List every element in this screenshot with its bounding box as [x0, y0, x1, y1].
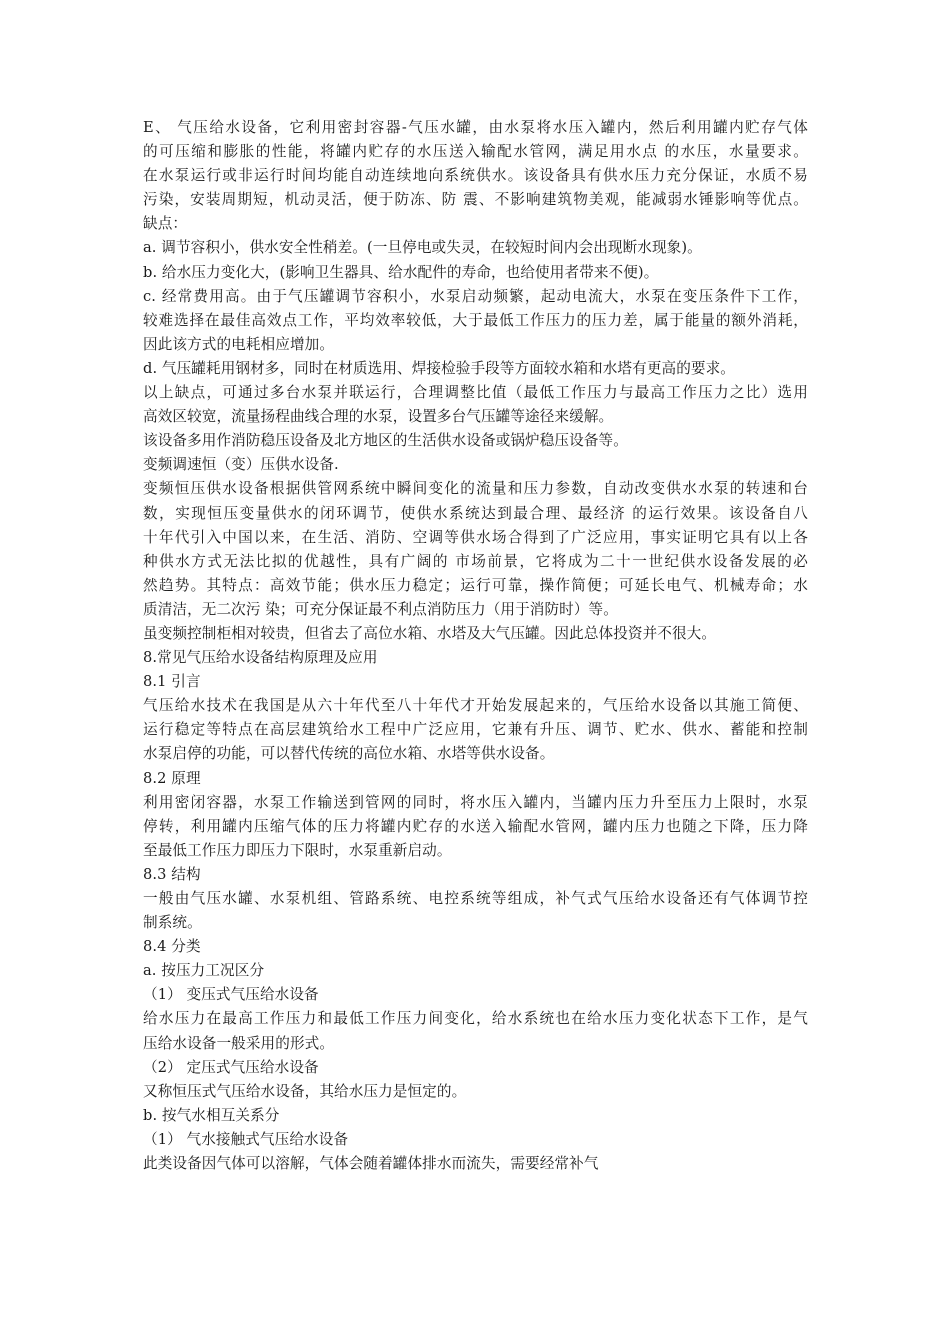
text-line: 质清洁，无二次污 染；可充分保证最不利点消防压力（用于消防时）等。 [143, 600, 618, 618]
text-line: 8.2 原理 [143, 769, 201, 787]
text-line: （1） 气水接触式气压给水设备 [143, 1130, 349, 1148]
text-line: 在水泵运行或非运行时间均能自动连续地向系统供水。该设备具有供水压力充分保证，水质不易 [143, 167, 808, 185]
document-page [143, 116, 808, 1176]
text-line: b. 按气水相互关系分 [143, 1106, 280, 1124]
text-line: 数，实现恒压变量供水的闭环调节，使供水系统达到最合理、最经济 的运行效果。该设备自八 [143, 504, 808, 522]
text-line: 给水压力在最高工作压力和最低工作压力间变化，给水系统也在给水压力变化状态下工作，是气 [143, 1010, 808, 1028]
text-line: 然趋势。其特点：高效节能；供水压力稳定；运行可靠，操作简便；可延长电气、机械寿命；水 [143, 576, 808, 594]
text-line: 气压给水技术在我国是从六十年代至八十年代才开始发展起来的，气压给水设备以其施工简便、 [143, 697, 808, 715]
text-line: 污染，安装周期短，机动灵活，便于防冻、防 震、不影响建筑物美观，能减弱水锤影响等优点。 [143, 191, 808, 209]
text-line: 8.1 引言 [143, 673, 201, 691]
text-line: 制系统。 [143, 914, 202, 932]
text-line: 此类设备因气体可以溶解，气体会随着罐体排水而流失，需要经常补气 [143, 1155, 599, 1173]
text-line: 因此该方式的电耗相应增加。 [143, 335, 335, 353]
text-line: a. 调节容积小，供水安全性稍差。(一旦停电或失灵，在较短时间内会出现断水现象)。 [143, 239, 702, 257]
text-line: 高效区较宽，流量扬程曲线合理的水泵，设置多台气压罐等途径来缓解。 [143, 408, 614, 426]
text-line: 虽变频控制柜相对较贵，但省去了高位水箱、水塔及大气压罐。因此总体投资并不很大。 [143, 624, 717, 642]
text-line: 停转，利用罐内压缩气体的压力将罐内贮存的水送入输配水管网，罐内压力也随之下降，压力降 [143, 817, 808, 835]
text-line: 8.3 结构 [143, 865, 201, 883]
text-line: d. 气压罐耗用钢材多，同时在材质选用、焊接检验手段等方面较水箱和水塔有更高的要求。 [143, 359, 735, 377]
text-line: 利用密闭容器，水泵工作输送到管网的同时，将水压入罐内，当罐内压力升至压力上限时，水泵 [143, 793, 808, 811]
text-line: 至最低工作压力即压力下限时，水泵重新启动。 [143, 841, 452, 859]
text-line: E、 气压给水设备，它利用密封容器-气压水罐，由水泵将水压入罐内，然后利用罐内贮存气体 [143, 119, 808, 136]
text-line: 运行稳定等特点在高层建筑给水工程中广泛应用，它兼有升压、调节、贮水、供水、蓄能和控制 [143, 721, 808, 739]
text-line: 十年代引入中国以来，在生活、消防、空调等供水场合得到了广泛应用，事实证明它具有以上各 [143, 528, 808, 546]
text-line: （2） 定压式气压给水设备 [143, 1058, 319, 1076]
text-line: a. 按压力工况区分 [143, 962, 265, 980]
text-line: 以上缺点，可通过多台水泵并联运行，合理调整比值（最低工作压力与最高工作压力之比）选用 [143, 384, 808, 402]
text-line: 变频恒压供水设备根据供管网系统中瞬间变化的流量和压力参数，自动改变供水水泵的转速和台 [143, 480, 808, 498]
text-line: b. 给水压力变化大，(影响卫生器具、给水配件的寿命，也给使用者带来不便)。 [143, 263, 659, 281]
text-line: （1） 变压式气压给水设备 [143, 986, 319, 1004]
text-line: 又称恒压式气压给水设备，其给水压力是恒定的。 [143, 1082, 467, 1100]
text-line: 压给水设备一般采用的形式。 [143, 1034, 335, 1052]
text-line: 种供水方式无法比拟的优越性，具有广阔的 市场前景，它将成为二十一世纪供水设备发展的必 [143, 552, 808, 570]
text-line: 水泵启停的功能，可以替代传统的高位水箱、水塔等供水设备。 [143, 745, 555, 763]
text-line: 8.4 分类 [143, 938, 201, 956]
text-line: 较难选择在最佳高效点工作，平均效率较低，大于最低工作压力的压力差，属于能量的额外消耗， [143, 311, 808, 329]
text-line: c. 经常费用高。由于气压罐调节容积小，水泵启动频繁，起动电流大，水泵在变压条件下工作， [143, 287, 808, 305]
text-line: 8.常见气压给水设备结构原理及应用 [143, 649, 378, 667]
text-line: 变频调速恒（变）压供水设备. [143, 456, 339, 474]
text-line: 该设备多用作消防稳压设备及北方地区的生活供水设备或锅炉稳压设备等。 [143, 432, 628, 450]
text-line: 缺点： [143, 215, 188, 233]
text-line: 一般由气压水罐、水泵机组、管路系统、电控系统等组成，补气式气压给水设备还有气体调节控 [143, 890, 808, 907]
text-line: 的可压缩和膨胀的性能，将罐内贮存的水压送入输配水管网，满足用水点 的水压，水量要求。 [143, 143, 808, 161]
